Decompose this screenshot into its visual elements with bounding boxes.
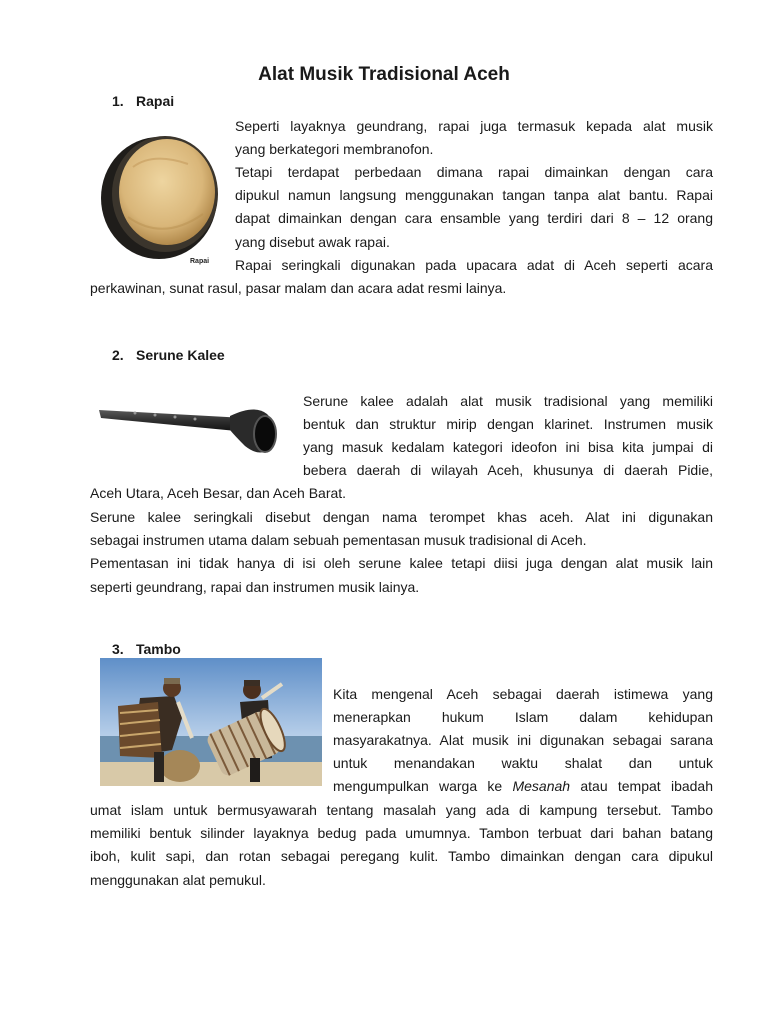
italic-term-mesanah: Mesanah — [512, 778, 571, 794]
paragraph-line: dapat dimainkan dengan cara ensamble yang terdiri dari 8 – 12 orang — [235, 210, 713, 226]
paragraph-line: Kita mengenal Aceh sebagai daerah istimewa yang — [333, 686, 713, 702]
paragraph-line: yang berkategori membranofon. — [235, 141, 434, 157]
page-title: Alat Musik Tradisional Aceh — [258, 64, 510, 85]
paragraph-line: perkawinan, sunat rasul, pasar malam dan acara adat resmi lainya. — [90, 280, 507, 296]
paragraph-line: bentuk dan struktur mirip dengan klarinet. Instrumen musik — [303, 416, 713, 432]
paragraph-line: menerapkan hukum Islam dalam kehidupan — [333, 709, 713, 725]
paragraph-line: umat islam untuk bermusyawarah tentang masalah yang ada di kampung tersebut. Tambo — [90, 802, 713, 818]
paragraph-line: Tetapi terdapat perbedaan dimana rapai dimainkan dengan cara — [235, 164, 713, 180]
paragraph-line — [333, 775, 713, 798]
tambo-players-image — [100, 658, 322, 786]
paragraph-line: dipukul namun langsung menggunakan tangan tanpa alat bantu. Rapai — [235, 187, 713, 203]
paragraph-line: Serune kalee adalah alat musik tradisional yang memiliki — [303, 393, 713, 409]
section-heading-tambo — [112, 641, 181, 657]
section-title: Serune Kalee — [136, 347, 225, 363]
section-title: Tambo — [136, 641, 181, 657]
paragraph-line: sebagai instrumen utama dalam sebuah pementasan musuk tradisional di Aceh. — [90, 532, 587, 548]
section-number: 3. — [112, 641, 124, 657]
image-caption-rapai: Rapai — [190, 258, 210, 265]
paragraph-line: Seperti layaknya geundrang, rapai juga termasuk kepada alat musik — [235, 118, 713, 134]
paragraph-line: Rapai seringkali digunakan pada upacara adat di Aceh seperti acara — [235, 257, 713, 273]
paragraph-line: masyarakatnya. Alat musik ini digunakan sebagai sarana — [333, 732, 713, 748]
paragraph-line: yang disebut awak rapai. — [235, 234, 390, 250]
section-number: 2. — [112, 347, 124, 363]
section-heading-serune-kalee — [112, 347, 225, 363]
paragraph-line: bebera daerah di wilayah Aceh, khusunya di daerah Pidie, — [303, 462, 713, 478]
rapai-drum-image — [93, 122, 225, 272]
section-number: 1. — [112, 93, 124, 109]
paragraph-line: memiliki bentuk silinder layaknya bedug pada umumnya. Tambon terbuat dari bahan batang — [90, 825, 713, 841]
section-heading-rapai — [112, 93, 174, 109]
text-run: atau tempat ibadah — [570, 778, 714, 794]
paragraph-line: Aceh Utara, Aceh Besar, dan Aceh Barat. — [90, 485, 347, 501]
paragraph-line: Serune kalee seringkali disebut dengan nama terompet khas aceh. Alat ini digunakan — [90, 509, 713, 525]
paragraph-line: seperti geundrang, rapai dan instrumen musik lainya. — [90, 579, 420, 595]
section-title: Rapai — [136, 93, 175, 109]
paragraph-line: iboh, kulit sapi, dan rotan sebagai peregang kulit. Tambo dimainkan dengan cara dipukul — [90, 848, 713, 864]
paragraph-line: untuk menandakan waktu shalat dan untuk — [333, 755, 713, 771]
text-run: mengumpulkan warga ke — [333, 778, 513, 794]
paragraph-line: menggunakan alat pemukul. — [90, 872, 266, 888]
serune-kalee-image — [95, 396, 285, 468]
paragraph-line: Pementasan ini tidak hanya di isi oleh serune kalee tetapi diisi juga dengan alat musik lain — [90, 555, 713, 571]
paragraph-line: yang masuk kedalam kategori ideofon ini bisa kita jumpai di — [303, 439, 713, 455]
